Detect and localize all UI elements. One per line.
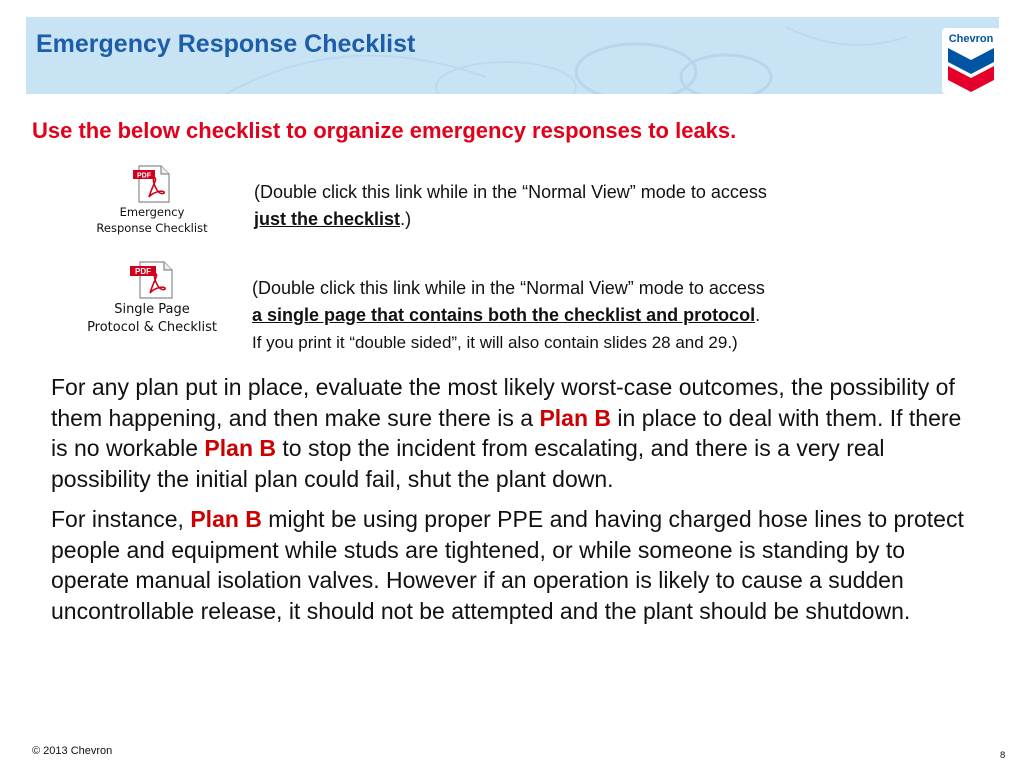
paragraph-example: For instance, Plan B might be using proper PPE and having charged hose lines to protect people and equipment while studs are tightened, or while someone is standing by to operate manual isolation valves. However if an operation is likely to cause a sudden uncontrollable release, it should not be attempted and the plant should be shutdown. — [51, 506, 964, 624]
body-text — [51, 372, 981, 636]
attachment-label-line2: Protocol & Checklist — [87, 319, 217, 335]
plan-b-highlight: Plan B — [539, 404, 612, 431]
svg-text:PDF: PDF — [135, 267, 151, 276]
attachment-label-line2: Response Checklist — [96, 221, 208, 235]
note-text: (Double click this link while in the “Normal View” mode to access — [252, 278, 765, 298]
chevron-logo — [940, 24, 999, 94]
plan-b-highlight: Plan B — [204, 435, 276, 461]
attachment-label-line1: Single Page — [114, 302, 190, 317]
note-text-end: . — [755, 305, 761, 325]
page-title: Emergency Response Checklist — [36, 30, 416, 58]
svg-text:PDF: PDF — [137, 172, 151, 180]
copyright: © 2013 Chevron — [32, 745, 113, 757]
plan-b-highlight: Plan B — [190, 506, 262, 532]
attachment-label-line1: Emergency — [119, 206, 185, 219]
page-number: 8 — [1000, 750, 1006, 761]
paragraph-worst-case: For any plan put in place, evaluate the most likely worst-case outcomes, the possibility of them happening, and then make sure there is a Plan B in place to deal with them. If there is no workable Plan B to stop the incident from escalating, and there is a very real possibility the initial plan could fail, shut the plant down. — [51, 374, 962, 492]
attachment-emergency-checklist[interactable] — [86, 164, 218, 236]
attachment-single-page[interactable] — [72, 260, 232, 335]
note-single-page — [252, 275, 765, 356]
pdf-icon[interactable] — [131, 164, 173, 204]
intro-text: Use the below checklist to organize emergency responses to leaks. — [32, 118, 737, 143]
note-text: (Double click this link while in the “Normal View” mode to access — [254, 182, 767, 202]
pdf-icon[interactable] — [124, 260, 180, 300]
single-page-link[interactable]: a single page that contains both the checklist and protocol — [252, 305, 756, 325]
note-print-info: If you print it “double sided”, it will also contain slides 28 and 29.) — [252, 333, 738, 352]
just-the-checklist-link[interactable]: just the checklist — [254, 209, 401, 229]
logo-text: Chevron — [948, 33, 994, 45]
note-text-end: .) — [400, 209, 412, 229]
note-checklist — [254, 179, 767, 233]
title-banner — [26, 17, 999, 94]
